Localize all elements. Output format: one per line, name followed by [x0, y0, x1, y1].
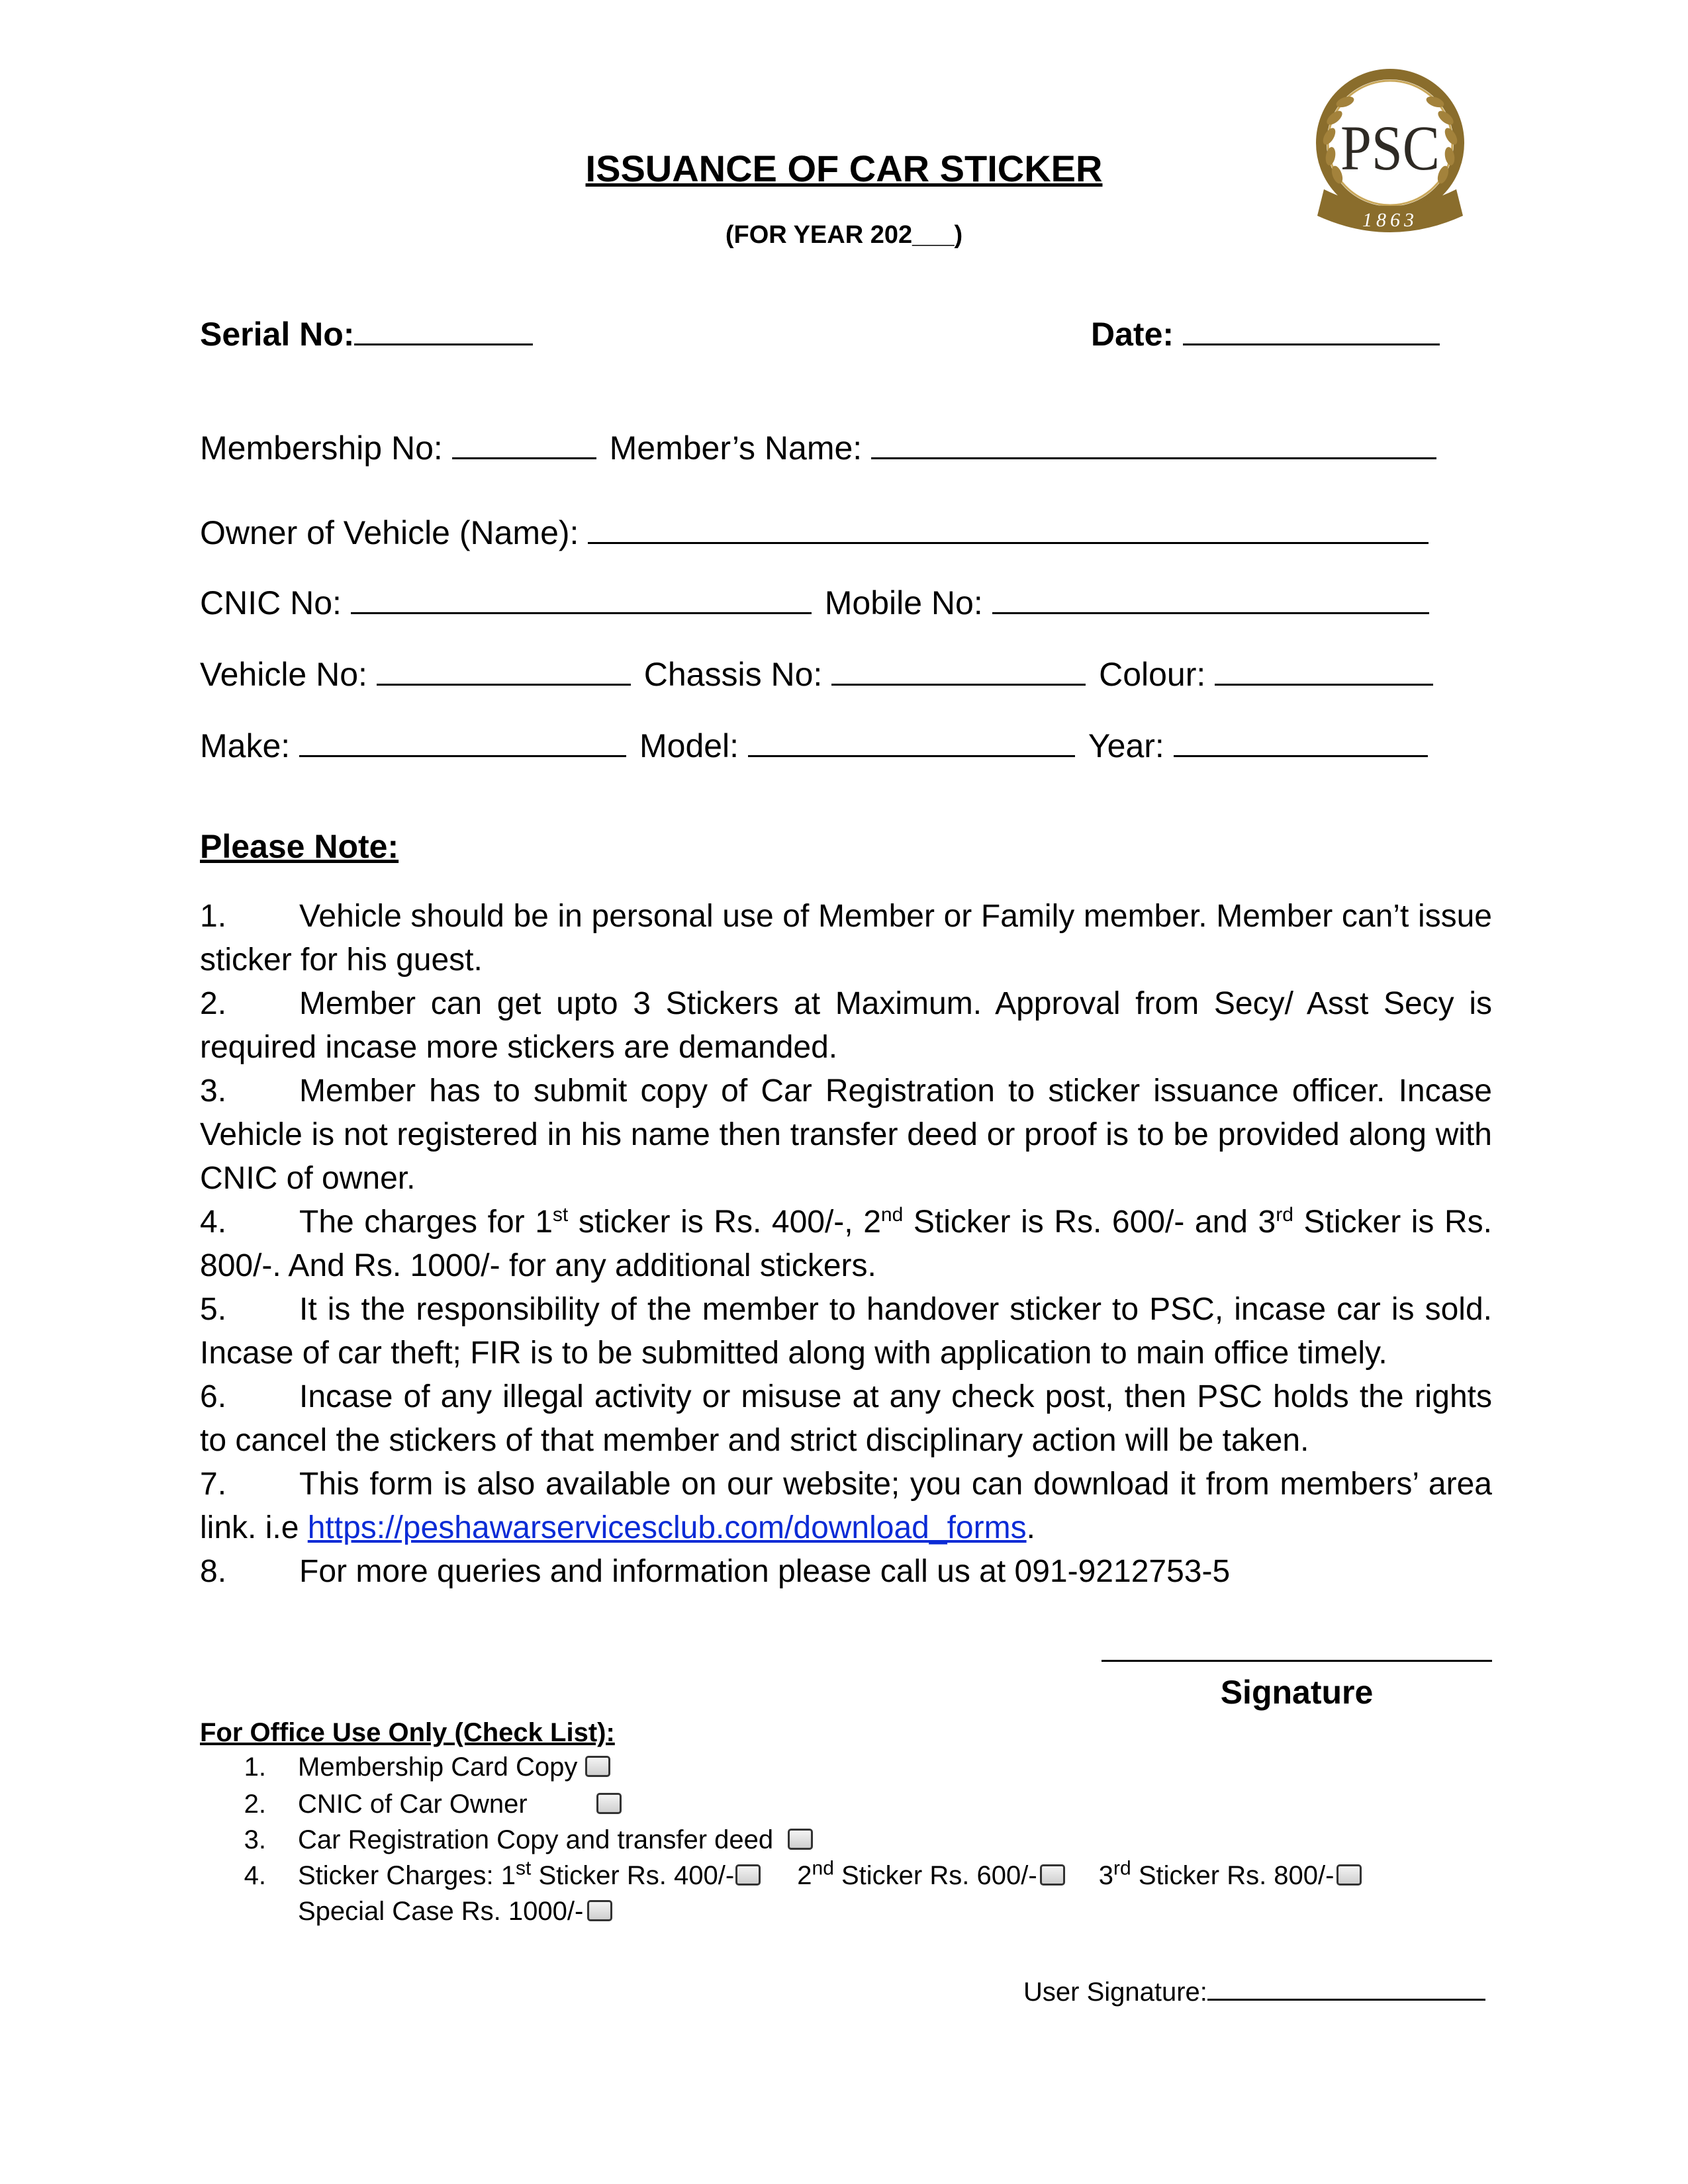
membership-input-line[interactable]: [452, 428, 596, 459]
serial-field[interactable]: [200, 314, 533, 351]
first-sticker-checkbox[interactable]: [735, 1864, 761, 1886]
note-item: 4. The charges for 1st sticker is Rs. 400/-, 2nd Sticker is Rs. 600/- and 3rd Sticker is Rs. 800/-. And Rs. 1000/- for any additional stickers.: [200, 1204, 1492, 1283]
checklist-item: 1. Membership Card Copy: [200, 1754, 610, 1780]
mobile-label: Mobile No:: [824, 584, 983, 621]
cnic-label: CNIC No:: [200, 584, 342, 621]
colour-label: Colour:: [1099, 656, 1206, 693]
colour-input-line[interactable]: [1215, 654, 1433, 686]
user-signature-line[interactable]: [1207, 1975, 1485, 2001]
vehicle-row: [200, 654, 1433, 691]
model-label: Model:: [639, 727, 739, 764]
note-item: 3. Member has to submit copy of Car Registration to sticker issuance officer. Incase Vehicle is not registered in his name then transfer deed or proof is to be provided along with CNIC of owner.: [200, 1073, 1492, 1196]
make-input-line[interactable]: [299, 725, 626, 757]
second-sticker-checkbox[interactable]: [1040, 1864, 1065, 1886]
serial-label: Serial No:: [200, 316, 355, 353]
cnic-owner-checkbox[interactable]: [596, 1793, 622, 1814]
checklist-item: 4. Sticker Charges: 1st Sticker Rs. 400/- 2nd Sticker Rs. 600/- 3rd Sticker Rs. 800/-: [200, 1862, 1362, 1889]
special-case-checkbox[interactable]: [587, 1900, 612, 1921]
vehicle-input-line[interactable]: [377, 654, 631, 686]
notes-heading: Please Note:: [200, 828, 399, 865]
date-field[interactable]: [1091, 314, 1440, 351]
signature-line[interactable]: [1102, 1660, 1492, 1662]
cnic-row: [200, 582, 1429, 619]
mobile-input-line[interactable]: [992, 582, 1429, 614]
chassis-label: Chassis No:: [643, 656, 823, 693]
car-registration-checkbox[interactable]: [788, 1829, 813, 1850]
signature-label: Signature: [1220, 1674, 1374, 1711]
year-label: Year:: [1088, 727, 1164, 764]
member-name-input-line[interactable]: [871, 428, 1436, 459]
owner-input-line[interactable]: [588, 512, 1429, 544]
note-item: 8. For more queries and information please call us at 091-9212753-5: [200, 1554, 1231, 1589]
date-label: Date:: [1091, 316, 1174, 353]
user-signature-field[interactable]: [1023, 1975, 1485, 2007]
svg-text:1863: 1863: [1362, 209, 1418, 231]
checklist-item: Special Case Rs. 1000/-: [298, 1898, 612, 1925]
note-item: 2. Member can get upto 3 Stickers at Maximum. Approval from Secy/ Asst Secy is required incase more stickers are demanded.: [200, 986, 1492, 1065]
membership-row: [200, 428, 1436, 465]
note-item: 5. It is the responsibility of the member to handover sticker to PSC, incase car is sold. Incase of car theft; FIR is to be submitted along with application to main office timely.: [200, 1292, 1492, 1371]
member-name-label: Member’s Name:: [609, 430, 863, 467]
year-input-line[interactable]: [1174, 725, 1428, 757]
note-item: 1. Vehicle should be in personal use of Member or Family member. Member can’t issue sticker for his guest.: [200, 899, 1492, 978]
office-use-heading: For Office Use Only (Check List):: [200, 1718, 615, 1747]
svg-text:PSC: PSC: [1340, 113, 1440, 183]
date-input-line[interactable]: [1183, 314, 1440, 345]
make-label: Make:: [200, 727, 291, 764]
model-input-line[interactable]: [748, 725, 1075, 757]
user-signature-label: User Signature:: [1023, 1978, 1207, 2007]
third-sticker-checkbox[interactable]: [1336, 1864, 1362, 1886]
cnic-input-line[interactable]: [351, 582, 812, 614]
vehicle-label: Vehicle No:: [200, 656, 367, 693]
note-item: 7. This form is also available on our website; you can download it from members’ area link. i.e https://peshawarservicesclub.com/download_forms.: [200, 1467, 1492, 1545]
owner-label: Owner of Vehicle (Name):: [200, 514, 579, 551]
serial-input-line[interactable]: [354, 314, 533, 345]
owner-row: [200, 512, 1429, 549]
page-title: ISSUANCE OF CAR STICKER: [585, 148, 1103, 189]
notes-list: [200, 895, 1492, 1594]
checklist-item: 2. CNIC of Car Owner: [200, 1791, 622, 1817]
checklist-item: 3. Car Registration Copy and transfer deed: [200, 1827, 813, 1853]
make-row: [200, 725, 1428, 762]
page-subtitle: (FOR YEAR 202___): [725, 221, 963, 249]
membership-label: Membership No:: [200, 430, 443, 467]
chassis-input-line[interactable]: [831, 654, 1086, 686]
membership-card-checkbox[interactable]: [585, 1756, 610, 1777]
note-item: 6. Incase of any illegal activity or misuse at any check post, then PSC holds the rights to cancel the stickers of that member and strict disciplinary action will be taken.: [200, 1379, 1492, 1458]
download-forms-link[interactable]: https://peshawarservicesclub.com/download_forms: [307, 1510, 1027, 1545]
